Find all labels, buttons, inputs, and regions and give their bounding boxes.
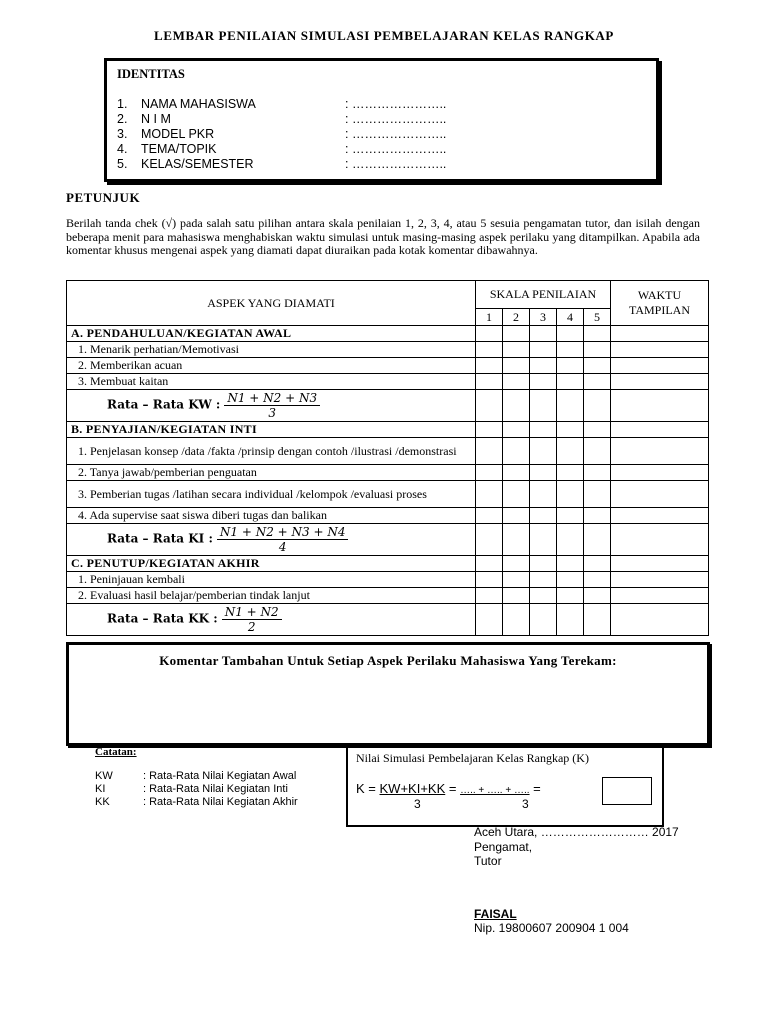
score-cell[interactable]: [503, 572, 530, 588]
score-formula-heading: Nilai Simulasi Pembelajaran Kelas Rangkap (K): [356, 751, 589, 765]
identity-value[interactable]: : …………………..: [345, 112, 447, 126]
rata-ki-row: [67, 524, 476, 556]
score-cell[interactable]: [503, 438, 530, 465]
score-cell[interactable]: [557, 524, 584, 556]
note-item: KI : Rata-Rata Nilai Kegiatan Inti: [95, 783, 288, 795]
aspect-item: 2. Evaluasi hasil belajar/pemberian tindak lanjut: [67, 588, 476, 604]
score-cell[interactable]: [530, 572, 557, 588]
time-cell[interactable]: [611, 604, 709, 636]
note-item: KW : Rata-Rata Nilai Kegiatan Awal: [95, 770, 297, 782]
note-item: KK : Rata-Rata Nilai Kegiatan Akhir: [95, 796, 298, 808]
aspect-item: 2. Tanya jawab/pemberian penguatan: [67, 465, 476, 481]
identity-row: 4. TEMA/TOPIK : …………………..: [117, 142, 447, 156]
time-cell[interactable]: [611, 374, 709, 390]
score-cell[interactable]: [530, 390, 557, 422]
notes-heading: Catatan:: [95, 746, 137, 758]
aspect-item: 3. Pemberian tugas /latihan secara individual /kelompok /evaluasi proses: [67, 481, 476, 508]
time-cell[interactable]: [611, 508, 709, 524]
score-cell[interactable]: [584, 604, 611, 636]
score-cell[interactable]: [557, 374, 584, 390]
time-cell[interactable]: [611, 358, 709, 374]
score-cell[interactable]: [503, 390, 530, 422]
score-cell[interactable]: [476, 358, 503, 374]
score-cell[interactable]: [530, 374, 557, 390]
score-cell[interactable]: [584, 572, 611, 588]
score-cell[interactable]: [530, 465, 557, 481]
scale-1: 1: [476, 309, 503, 326]
score-formula-box: [346, 743, 664, 827]
place-date[interactable]: Aceh Utara, ……………………… 2017: [474, 825, 679, 839]
rata-kw-formula: $\frac{N1 + N2 + N3}{3}$: [224, 391, 320, 420]
final-score-box[interactable]: [602, 777, 652, 805]
score-cell[interactable]: [557, 572, 584, 588]
signer-name: FAISAL: [474, 907, 517, 921]
score-cell[interactable]: [530, 524, 557, 556]
scale-3: 3: [530, 309, 557, 326]
score-cell[interactable]: [503, 524, 530, 556]
score-cell[interactable]: [584, 481, 611, 508]
section-a-heading: A. PENDAHULUAN/KEGIATAN AWAL: [67, 326, 476, 342]
aspect-header: ASPEK YANG DIAMATI: [67, 281, 476, 326]
score-cell[interactable]: [503, 374, 530, 390]
identity-value[interactable]: : …………………..: [345, 142, 447, 156]
scale-2: 2: [503, 309, 530, 326]
score-cell[interactable]: [584, 390, 611, 422]
time-cell[interactable]: [611, 390, 709, 422]
score-cell[interactable]: [557, 481, 584, 508]
score-cell[interactable]: [557, 508, 584, 524]
section-b-heading: B. PENYAJIAN/KEGIATAN INTI: [67, 422, 476, 438]
scale-5: 5: [584, 309, 611, 326]
score-cell[interactable]: [503, 481, 530, 508]
formula-denominator: 3: [414, 797, 421, 811]
score-cell[interactable]: [503, 358, 530, 374]
score-cell[interactable]: [503, 604, 530, 636]
aspect-item: 1. Peninjauan kembali: [67, 572, 476, 588]
score-cell[interactable]: [476, 438, 503, 465]
score-cell[interactable]: [476, 390, 503, 422]
score-cell[interactable]: [476, 524, 503, 556]
score-cell[interactable]: [530, 438, 557, 465]
score-cell[interactable]: [503, 508, 530, 524]
score-cell[interactable]: [503, 342, 530, 358]
aspect-item: 4. Ada supervise saat siswa diberi tugas dan balikan: [67, 508, 476, 524]
aspect-item: 1. Penjelasan konsep /data /fakta /prinsip dengan contoh /ilustrasi /demonstrasi: [67, 438, 476, 465]
aspect-item: 3. Membuat kaitan: [67, 374, 476, 390]
score-cell[interactable]: [503, 588, 530, 604]
score-cell[interactable]: [557, 438, 584, 465]
scale-header: SKALA PENILAIAN: [476, 281, 611, 309]
score-cell[interactable]: [476, 604, 503, 636]
score-cell[interactable]: [476, 465, 503, 481]
aspect-item: 2. Memberikan acuan: [67, 358, 476, 374]
identity-row: 1. NAMA MAHASISWA : …………………..: [117, 97, 447, 111]
identity-row: 2. N I M : …………………..: [117, 112, 447, 126]
score-cell[interactable]: [584, 588, 611, 604]
score-cell[interactable]: [530, 481, 557, 508]
score-cell[interactable]: [584, 465, 611, 481]
score-cell[interactable]: [557, 390, 584, 422]
score-cell[interactable]: [476, 342, 503, 358]
time-cell[interactable]: [611, 465, 709, 481]
score-cell[interactable]: [530, 508, 557, 524]
score-cell[interactable]: [557, 358, 584, 374]
identity-box: [104, 58, 659, 182]
aspect-item: 1. Menarik perhatian/Memotivasi: [67, 342, 476, 358]
score-cell[interactable]: [584, 342, 611, 358]
score-cell[interactable]: [530, 358, 557, 374]
tutor-label: Tutor: [474, 854, 502, 868]
rata-kk-formula: $\frac{N1 + N2}{2}$: [222, 605, 282, 634]
score-cell[interactable]: [584, 524, 611, 556]
time-cell[interactable]: [611, 481, 709, 508]
time-cell[interactable]: [611, 342, 709, 358]
identity-row: 3. MODEL PKR : …………………..: [117, 127, 447, 141]
assessment-table: [66, 280, 709, 636]
rata-kw-row: [67, 390, 476, 422]
rata-ki-formula: $\frac{N1 + N2 + N3 + N4}{4}$: [217, 525, 349, 554]
time-cell[interactable]: [611, 524, 709, 556]
time-cell[interactable]: [611, 438, 709, 465]
instructions-heading: PETUNJUK: [66, 190, 141, 205]
score-cell[interactable]: [584, 438, 611, 465]
score-cell[interactable]: [476, 481, 503, 508]
observer-label: Pengamat,: [474, 840, 533, 854]
instructions-text: Berilah tanda chek (√) pada salah satu pilihan antara skala penilaian 1, 2, 3, 4, atau 5 sesuia pengamatan tutor, dan isilah dengan beberapa menit para mahasiswa menghabiskan waktu simulasi untuk masing-masing aspek perilaku yang ditampilkan. Apabila ada komentar khusus mengenai aspek yang diamati dapat diuraikan pada kotak komentar dibawahnya.: [66, 216, 700, 257]
time-header: WAKTU TAMPILAN: [611, 281, 709, 326]
identity-value[interactable]: : …………………..: [345, 157, 447, 171]
score-cell[interactable]: [557, 604, 584, 636]
page-title: LEMBAR PENILAIAN SIMULASI PEMBELAJARAN KELAS RANGKAP: [154, 28, 614, 43]
score-cell[interactable]: [584, 508, 611, 524]
score-cell[interactable]: [557, 342, 584, 358]
time-cell[interactable]: [611, 588, 709, 604]
score-blanks[interactable]: ….. + ….. + …..: [460, 785, 530, 796]
identity-row: 5. KELAS/SEMESTER : …………………..: [117, 157, 447, 171]
score-cell[interactable]: [584, 358, 611, 374]
score-cell[interactable]: [584, 374, 611, 390]
rata-kk-label: Rata – Rata KK :: [107, 611, 218, 626]
rata-kk-row: [67, 604, 476, 636]
score-cell[interactable]: [530, 342, 557, 358]
signer-nip: Nip. 19800607 200904 1 004: [474, 921, 629, 935]
identity-heading: IDENTITAS: [117, 67, 185, 81]
formula-denominator: 3: [522, 797, 529, 811]
score-cell[interactable]: [557, 588, 584, 604]
score-cell[interactable]: [476, 588, 503, 604]
score-cell[interactable]: [476, 374, 503, 390]
score-cell[interactable]: [476, 572, 503, 588]
comment-box[interactable]: [66, 642, 710, 746]
score-cell[interactable]: [530, 588, 557, 604]
rata-ki-label: Rata – Rata KI :: [107, 531, 213, 546]
time-cell[interactable]: [611, 572, 709, 588]
score-cell[interactable]: [530, 604, 557, 636]
identity-value[interactable]: : …………………..: [345, 127, 447, 141]
score-formula: K = KW+KI+KK = ….. + ….. + ….. =: [356, 781, 541, 796]
score-cell[interactable]: [557, 465, 584, 481]
comment-heading: Komentar Tambahan Untuk Setiap Aspek Perilaku Mahasiswa Yang Terekam:: [159, 653, 617, 668]
identity-value[interactable]: : …………………..: [345, 97, 447, 111]
scale-4: 4: [557, 309, 584, 326]
score-cell[interactable]: [476, 508, 503, 524]
section-c-heading: C. PENUTUP/KEGIATAN AKHIR: [67, 556, 476, 572]
score-cell[interactable]: [503, 465, 530, 481]
rata-kw-label: Rata – Rata KW :: [107, 397, 221, 412]
